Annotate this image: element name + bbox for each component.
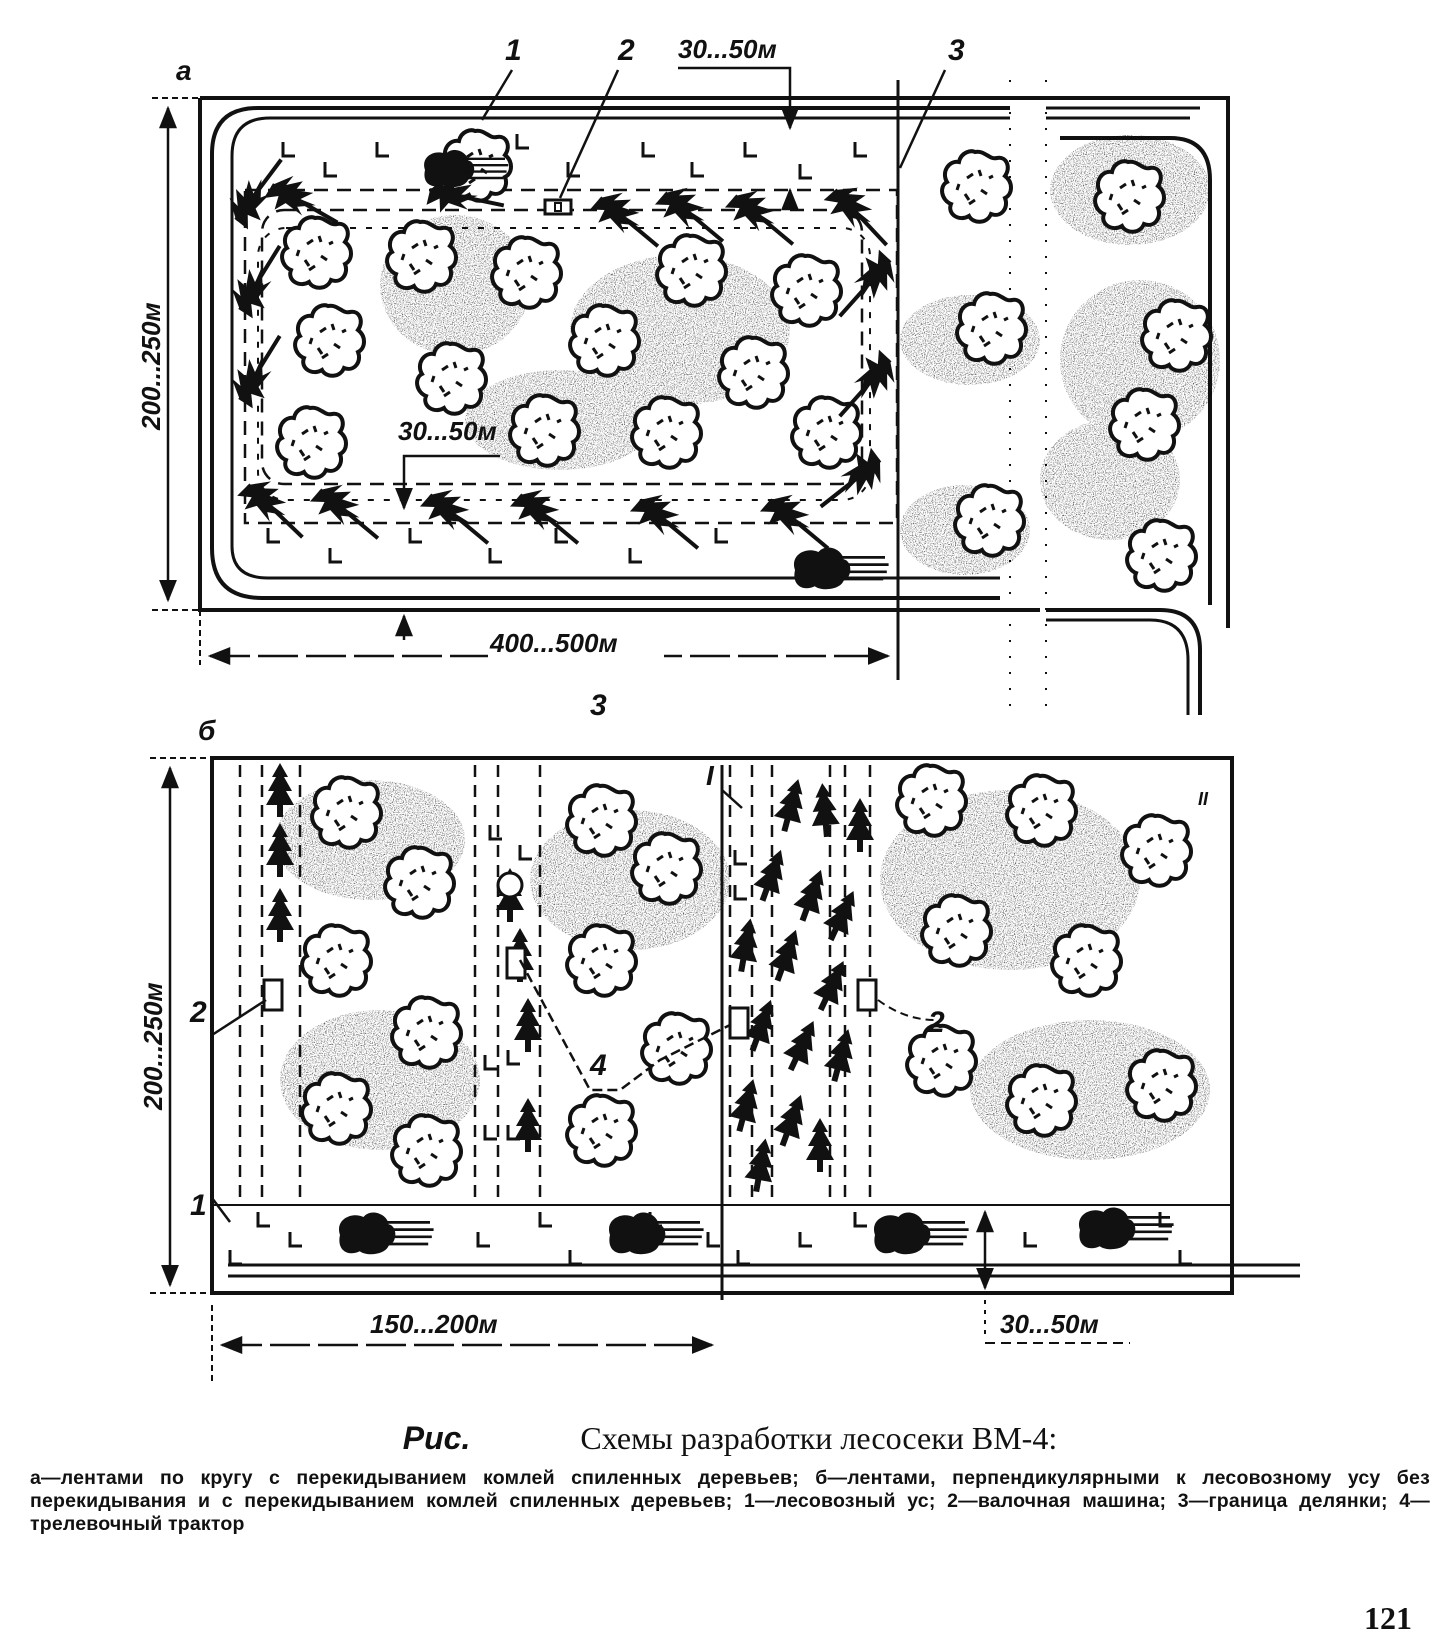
panel-a <box>136 34 1228 722</box>
callout-a-3: 3 <box>948 34 965 67</box>
callout-a-1: 1 <box>505 34 522 67</box>
figure-caption <box>30 1420 1430 1536</box>
callout-b-1: 1 <box>190 1189 207 1222</box>
panel-a-height-label: 200...250м <box>136 302 166 430</box>
figure-label: Рис. <box>402 1420 471 1456</box>
panel-b-width-label: 150...200м <box>370 1309 498 1339</box>
callout-b-2-left: 2 <box>190 996 207 1029</box>
caption-title: Схемы разработки лесосеки ВМ-4: <box>580 1420 1058 1456</box>
caption-text: а—лентами по кругу с перекидыванием комлей спиленных деревьев; б—лентами, перпендикулярными к лесовозному усу без перекидывания и с перекидыванием комлей спиленных деревьев; 1—лесовозный ус; 2—валочная машина; 3—граница делянки; 4—трелевочный трактор <box>30 1467 1430 1535</box>
panel-a-length-label: 400...500м <box>490 628 618 658</box>
panel-b <box>138 715 1300 1385</box>
callout-b-4: 4 <box>590 1049 607 1082</box>
caption-title-line <box>30 1420 1430 1457</box>
panel-b-tag: б <box>198 715 216 746</box>
boundary-label: 3 <box>590 689 607 722</box>
strip-width-top-label: 30...50м <box>678 34 777 64</box>
panel-a-tag: а <box>176 55 192 86</box>
panel-b-height-label: 200...250м <box>138 982 168 1110</box>
callout-a-2: 2 <box>618 34 635 67</box>
page-number: 121 <box>1364 1600 1412 1636</box>
callout-b-2-right: 2 <box>928 1006 945 1039</box>
strip-width-inner-label: 30...50м <box>398 416 497 446</box>
zone-2-label: II <box>1198 789 1209 809</box>
zone-1-label: I <box>706 760 714 791</box>
panel-b-strip-label: 30...50м <box>1000 1309 1099 1339</box>
